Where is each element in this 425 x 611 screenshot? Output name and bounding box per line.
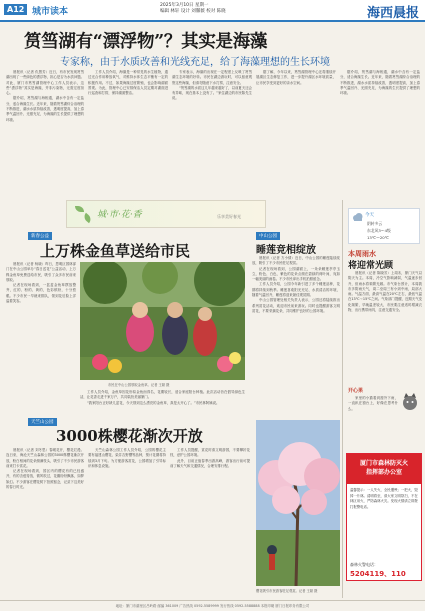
goldfish-paragraph: 记者在现场看到，一盆盆金鱼草摆放整齐，红的、粉的、黄的，色彩缤纷，十分惹眼。不少市民一早就来排队，领到花后脸上洋溢着笑容。 bbox=[6, 283, 76, 304]
page-number: A12 bbox=[4, 4, 27, 15]
side-story-body bbox=[348, 271, 422, 383]
weather-wind: 东北风3～4级 bbox=[367, 228, 391, 233]
ad-header-line2: 指挥部办公室 bbox=[365, 469, 402, 476]
cherry-body-col3 bbox=[170, 448, 250, 596]
story-tag: 中山公园 bbox=[256, 232, 280, 240]
cherry-paragraph: 记者在现场看到，园区内的樱花有的已经盛开，有的含苞待放，微风吹过，花瓣纷纷飘落，如梦如幻。不少游客在樱花树下拍照留念，记录下这美好的春日时光。 bbox=[6, 469, 84, 490]
goldfish-photo-caption: 市民在中山公园领取金鱼草。记者 王颖 摄 bbox=[108, 383, 170, 387]
lead-paragraph: 专家表示，海藻的出现在一定程度上反映了筼筜湖生态环境的好转。市民在湖边游玩时，可以留意观察这些海藻，但请勿随意下水打捞，注意安全。 bbox=[172, 70, 252, 85]
date-line: 2025年3月10日 星期一 bbox=[160, 3, 209, 8]
side2-body bbox=[348, 396, 398, 448]
story-tag: 天竺山公园 bbox=[28, 418, 57, 426]
cherry-paragraph: 天竺山森林公园工作人员介绍，公园的樱花主要有福建山樱花、染井吉野樱等品种，预计花期将持续到3月下旬。为方便游客赏花，公园增加了引导标识和休息设施。 bbox=[88, 448, 166, 468]
side2-paragraph: 家里的小猫看到窗外下雨，一直趴在窗台上，好像在思考什么。 bbox=[348, 396, 398, 411]
waterlily-paragraph: 工作人员介绍，公园今年新引进了多个睡莲品种，花期将持续到秋季。睡莲喜欢阳光充足、水质清洁的环境，随着气温回升，睡莲将迎来最佳观赏期。 bbox=[252, 282, 340, 298]
cherry-body-col1 bbox=[6, 448, 84, 596]
goldfish-photo bbox=[80, 262, 245, 380]
waterlily-paragraph: 记者在现场看到，公园湖面上，一朵朵睡莲亭亭玉立，粉色、白色、紫色的花朵点缀在碧绿的荷叶间，宛如一幅美丽的画卷。不少市民拿出手机拍照留念。 bbox=[252, 266, 340, 282]
lead-paragraph: 据介绍，筼筜湖与海相通，湖水中含有一定盐分，适合海藻生长。近年来，随着筼筜湖综合治理的不断推进，湖水水质持续改善，透明度提高，加上春季气温回升、光照充足，为海藻的生长提供了理想的环境。 bbox=[340, 70, 420, 96]
header-meta bbox=[160, 3, 226, 15]
waterlily-paragraph: 晨报讯（记者 方小倩）近日，中山公园的睡莲陆续绽放，吸引了不少市民驻足观赏。 bbox=[252, 256, 340, 266]
page-header bbox=[0, 0, 425, 22]
ad-phone: 5204119、110 bbox=[350, 570, 406, 578]
weather-box bbox=[348, 208, 420, 244]
side-paragraph: 晨报讯（记者 陈晓芳）上周末，厦门天气以阴天为主。本周，冷空气影响减弱，气温逐步回升，但雨水将频繁光顾。市气象台预计，本周我市多阴雨天气，周二至周三有小到中雨，局部大雨。气温方面，最高气温在20℃左右，最低气温在13℃～15℃之间。气象部门提醒，近期天气变化频繁，早晚温差较大，市民要注意适时增减衣物，出行携带雨具，注意交通安全。 bbox=[348, 271, 422, 313]
page-footer: 地址：厦门市湖里区吕岭路 邮编 361009 广告热线 0592-5589999 发行热线 0592-5588888 本报印刷 厦门日报印务有限公司 bbox=[0, 600, 425, 611]
lead-paragraph: 工作人员介绍，海藻是一种常见的水生植物，通过光合作用释放氧气，对维持水体生态平衡有一定的积极作用。不过，如果海藻过度繁殖，也会影响湖面景观。为此，管理中心已安排保洁人员定期对湖面进行巡查和打捞，保持湖面整洁。 bbox=[88, 70, 168, 96]
banner-subtitle: 乐享美好春光 bbox=[217, 214, 241, 219]
weather-temperature: 13℃～20℃ bbox=[367, 235, 389, 240]
lead-body-col2 bbox=[88, 70, 168, 196]
lead-headline: 筼筜湖有“漂浮物”？其实是海藻 bbox=[24, 32, 268, 52]
waterlily-paragraph: 中山公园管理处相关负责人表示，公园还将陆续推出系列赏花活动，欢迎市民前来游玩。同时也提醒游客文明赏花，不要采摘花朵，共同维护良好的公园环境。 bbox=[252, 298, 340, 313]
weather-condition: 阴转多云 bbox=[367, 221, 383, 226]
waterlily-headline: 睡莲竞相绽放 bbox=[256, 245, 316, 256]
masthead-logo: 海西晨报 bbox=[366, 6, 419, 21]
goldfish-paragraph: 工作人员介绍，金鱼草因花形似金鱼而得名，花期较长，适合家庭阳台种植。此次活动旨在倡导绿色生活，让花香走进千家万户，共同装扮美丽厦门。 bbox=[80, 390, 245, 400]
section-name: 城市读本 bbox=[32, 7, 69, 17]
column-divider bbox=[342, 200, 343, 598]
cat-icon bbox=[400, 392, 420, 412]
weather-label: 今天 bbox=[365, 213, 374, 218]
fire-prevention-ad bbox=[346, 453, 422, 581]
cherry-paragraph: 工作人员提醒，赏花时请文明游园，不要攀折花枝，爱护公园环境。 bbox=[170, 448, 250, 458]
cherry-photo bbox=[256, 420, 340, 586]
goldfish-paragraph: 晨报讯（记者 杨晓）昨日，思明区园林部门在中山公园举办“春日送花”公益活动，上万株金鱼草免费送给市民，吸引了众多市民前来领取。 bbox=[6, 262, 76, 282]
lead-subhead: 专家称，由于水质改善和光线充足，给了海藻理想的生长环境 bbox=[60, 57, 330, 68]
side2-kicker: 开心果 bbox=[348, 388, 364, 394]
goldfish-body-col2 bbox=[80, 390, 245, 412]
editor-line: 编辑 林轩 设计 刘馨薇 校对 陈晓 bbox=[160, 9, 226, 14]
waterlily-body bbox=[252, 256, 340, 416]
lead-paragraph: “筼筜湖的水质这几年越来越好了，以前夏天还会有异味，现在基本上没有了。”家住湖边的市民陈先生说。 bbox=[172, 85, 252, 101]
cherry-photo-caption: 樱花吸引市民游客驻足观赏。记者 王颖 摄 bbox=[256, 589, 318, 593]
ad-header-line1: 厦门市森林防灭火 bbox=[359, 460, 408, 467]
goldfish-photo-image bbox=[80, 262, 245, 380]
side-kicker: 本周雨水 bbox=[348, 249, 376, 258]
ad-header bbox=[347, 454, 421, 484]
cherry-headline: 3000株樱花渐次开放 bbox=[56, 427, 203, 445]
lead-paragraph: 据了解，今年以来，筼筜湖管理中心还将继续开展湖区生态修复工作，进一步提升湖区水环境质量，让市民享受到更好的亲水空间。 bbox=[256, 70, 336, 85]
lead-paragraph: 晨报讯（记者 仇慧芳）近日，有市民发现筼筜湖出现了一些绿色的漂浮物，担心是否为水质问题。对此，厦门市筼筜湖管理中心工作人员表示，这些“漂浮物”其实是海藻，并非污染物，无需过度担心。 bbox=[6, 70, 84, 96]
lead-body-col4 bbox=[256, 70, 336, 196]
cherry-photo-image bbox=[256, 420, 340, 586]
cherry-paragraph: 此外，目前正值春季出游高峰，游客出行前可提前了解天气和交通情况，合理安排行程。 bbox=[170, 458, 250, 468]
cloud-icon bbox=[352, 212, 364, 222]
goldfish-headline: 上万株金鱼草送给市民 bbox=[40, 242, 191, 260]
lead-body-col3 bbox=[172, 70, 252, 196]
ad-phone-label: 森林火警电话： bbox=[350, 562, 378, 567]
cherry-paragraph: 晨报讯（记者 刘冬思）春暖花开，樱花烂漫。连日来，海沧天竺山森林公园的3000株樱花渐次开放，粉白相间的花朵缀满枝头，吸引了不少市民游客前来打卡赏花。 bbox=[6, 448, 84, 468]
lead-body-col1 bbox=[6, 70, 84, 196]
section-banner bbox=[66, 200, 266, 228]
lead-paragraph: 据介绍，筼筜湖与海相通，湖水中含有一定盐分，适合海藻生长。近年来，随着筼筜湖综合治理的不断推进，湖水水质持续改善，透明度提高，加上春季气温回升、光照充足，为海藻的生长提供了理想的环境。 bbox=[6, 96, 84, 122]
goldfish-paragraph: “我家阳台正好缺几盆花，今天领到这么漂亮的金鱼草，真是太开心了。”市民林阿姨说。 bbox=[87, 400, 220, 405]
story-tag: 新春公益 bbox=[28, 232, 52, 240]
lead-body-col5 bbox=[340, 70, 420, 196]
side-headline: 将迎常光顾 bbox=[348, 261, 394, 271]
ad-body: 温馨提示：一人失火，全民遭殃；一把火，毁掉一片林。清明将至，请大家文明祭扫，不在林区用火，严防森林火灾。发现火情请立即拨打报警电话。 bbox=[350, 488, 418, 509]
leaf-icon bbox=[82, 213, 93, 223]
leaf-icon bbox=[75, 206, 84, 212]
banner-title: 城·市·花·香 bbox=[97, 210, 142, 220]
cherry-body-col2 bbox=[88, 448, 166, 596]
goldfish-body-col1 bbox=[6, 262, 76, 384]
